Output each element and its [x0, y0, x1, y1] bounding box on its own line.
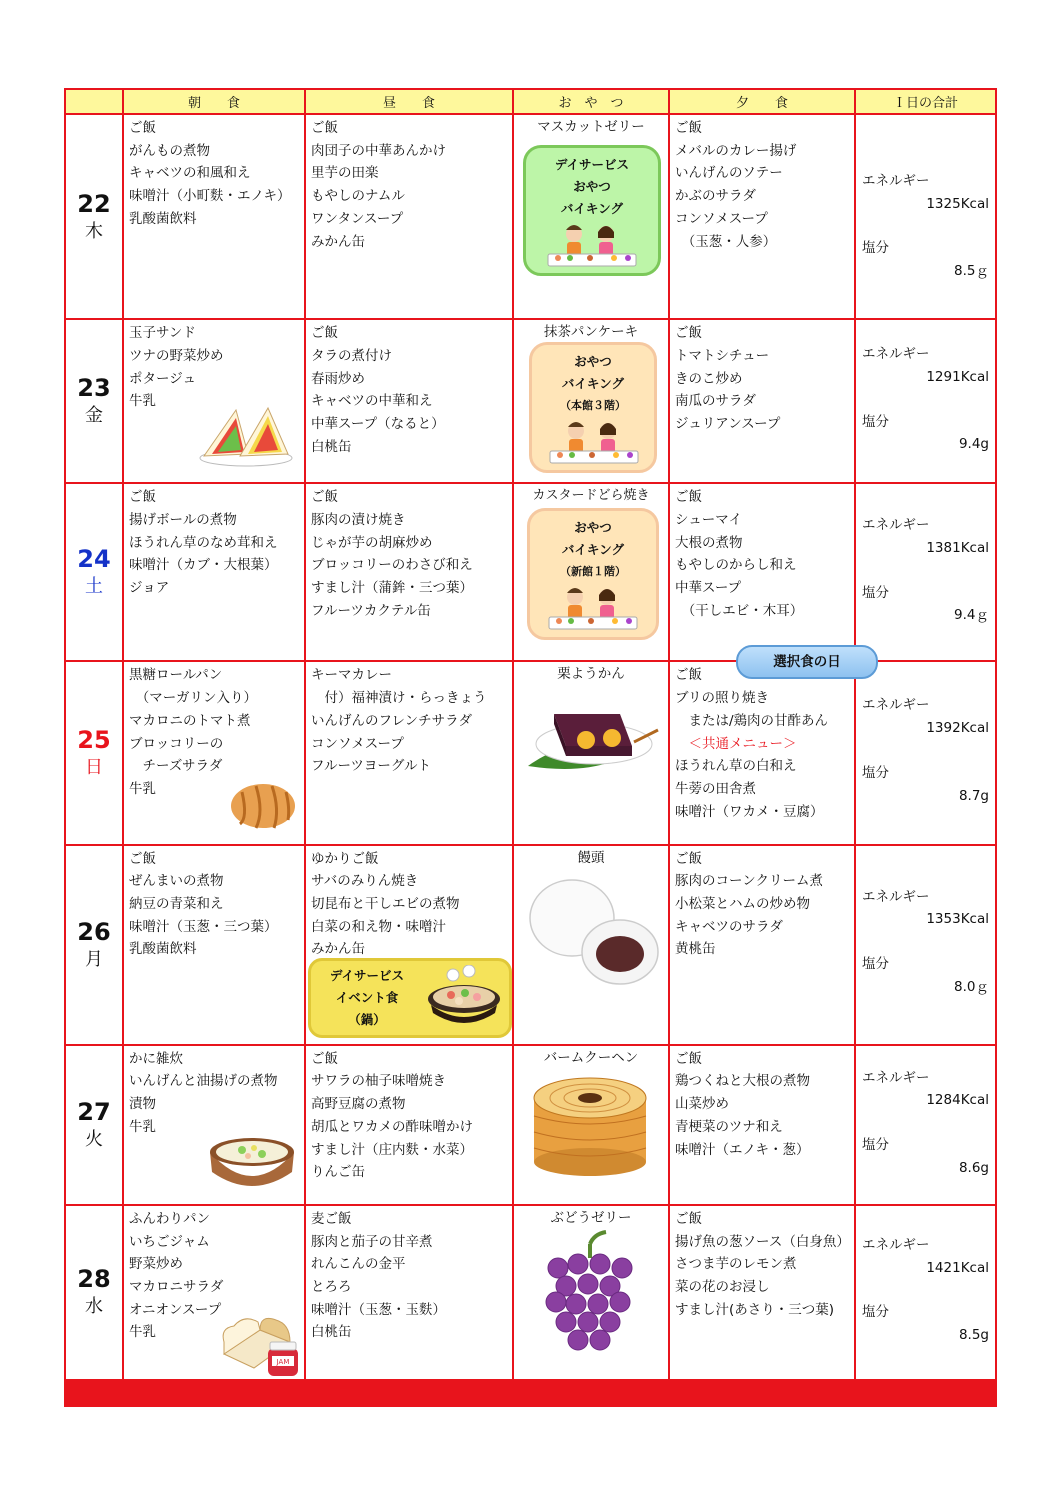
- salt-value: 8.7g: [958, 787, 989, 804]
- day-cell: [65, 845, 123, 1045]
- menu-item: ご飯: [675, 489, 702, 506]
- dinner-cell: [669, 1045, 855, 1205]
- chestnut-yokan-icon: [524, 692, 660, 776]
- menu-item: マカロニサラダ: [129, 1278, 224, 1295]
- menu-item: トマトシチュー: [675, 347, 770, 364]
- day-cell: [65, 661, 123, 844]
- menu-item: （玉葱・人参）: [675, 233, 777, 250]
- salt-label: 塩分: [862, 764, 889, 781]
- menu-item: 揚げボールの煮物: [129, 511, 237, 528]
- menu-item: 乳酸菌飲料: [129, 941, 197, 958]
- salt-value: 9.4g: [958, 436, 989, 453]
- day-of-week: 火: [85, 1128, 103, 1150]
- menu-item: 中華スープ: [675, 580, 742, 597]
- menu-item: 白菜の和え物・味噌汁: [311, 918, 446, 935]
- snack-name: マスカットゼリー: [537, 119, 645, 135]
- menu-item: 肉団子の中華あんかけ: [311, 142, 446, 159]
- menu-item: 春雨炒め: [311, 370, 365, 387]
- badge-line: おやつ: [573, 179, 611, 194]
- menu-item: ジョア: [129, 580, 170, 597]
- salt-value: 8.6g: [958, 1159, 989, 1176]
- menu-item: 味噌汁（ワカメ・豆腐）: [675, 803, 824, 820]
- header-day-corner: [65, 89, 123, 114]
- day-of-week: 水: [85, 1296, 103, 1318]
- menu-item: ジュリアンスープ: [675, 415, 781, 432]
- menu-item: ふんわりパン: [129, 1210, 210, 1227]
- energy-label: エネルギー: [862, 888, 930, 905]
- menu-item: 黒糖ロールパン: [129, 667, 223, 684]
- breakfast-cell: [123, 114, 305, 319]
- snack-buffet-badge: [527, 508, 659, 640]
- daily-total-cell: [855, 483, 996, 661]
- day-cell: [65, 1045, 123, 1205]
- salt-label: 塩分: [862, 240, 889, 257]
- menu-item: ご飯: [675, 325, 702, 342]
- special-selection-day-label: 選択食の日: [736, 645, 878, 679]
- menu-item: 乳酸菌飲料: [129, 210, 197, 227]
- day-cell: [65, 319, 123, 483]
- menu-item: ほうれん草の白和え: [675, 758, 797, 775]
- salt-value: 9.4ｇ: [954, 607, 989, 624]
- daily-total-cell: [855, 114, 996, 319]
- snack-name: ぶどうゼリー: [550, 1209, 632, 1226]
- dinner-cell: [669, 319, 855, 483]
- header-snack: お や つ: [513, 89, 669, 114]
- menu-item: ご飯: [675, 1210, 702, 1227]
- energy-value: 1325Kcal: [926, 195, 989, 212]
- menu-item: 高野豆腐の煮物: [311, 1096, 406, 1113]
- menu-item: いんげんのフレンチサラダ: [311, 712, 472, 729]
- day-number: 23: [77, 374, 111, 403]
- menu-item: ご飯: [311, 489, 338, 506]
- menu-item: マカロニのトマト煮: [129, 712, 251, 729]
- menu-item: みかん缶: [311, 941, 365, 958]
- bread-with-jam-icon: [220, 1302, 304, 1378]
- day-of-week: 土: [85, 576, 103, 598]
- salt-value: 8.5ｇ: [954, 263, 989, 280]
- menu-item: ぜんまいの煮物: [129, 873, 224, 890]
- header-lunch: 昼 食: [305, 89, 513, 114]
- menu-item: ご飯: [311, 325, 338, 342]
- day-row: [65, 319, 996, 483]
- menu-item: 鶏つくねと大根の煮物: [675, 1073, 810, 1090]
- lunch-cell: [305, 483, 513, 661]
- menu-item: 胡瓜とワカメの酢味噌かけ: [311, 1118, 473, 1135]
- day-of-week: 日: [85, 756, 103, 778]
- sandwich-icon: [196, 402, 296, 468]
- menu-item: かに雑炊: [129, 1050, 183, 1067]
- energy-value: 1381Kcal: [926, 539, 989, 556]
- dinner-cell: [669, 114, 855, 319]
- daily-total-cell: [855, 1205, 996, 1380]
- day-number: 28: [77, 1265, 111, 1294]
- menu-item: 黄桃缶: [675, 941, 716, 958]
- menu-item: （マーガリン入り）: [129, 690, 257, 707]
- buffet-people-icon: [546, 417, 642, 467]
- snack-cell: [513, 661, 669, 844]
- menu-item: 切昆布と干しエビの煮物: [311, 895, 460, 912]
- lunch-cell: [305, 845, 513, 1045]
- menu-item: または/鶏肉の甘酢あん: [675, 712, 829, 729]
- daily-total-cell: [855, 845, 996, 1045]
- snack-cell: [513, 1205, 669, 1380]
- rice-porridge-bowl-icon: [204, 1130, 300, 1192]
- header-row: [65, 89, 996, 114]
- day-row: [65, 114, 996, 319]
- salt-value: 8.5g: [958, 1326, 989, 1343]
- badge-text: [317, 965, 417, 1031]
- menu-item: ご飯: [311, 120, 338, 136]
- menu-item: ワンタンスープ: [311, 210, 404, 227]
- grape-icon: [544, 1230, 638, 1354]
- menu-item: ご飯: [675, 667, 702, 684]
- menu-item: さつま芋のレモン煮: [675, 1256, 797, 1273]
- menu-item: 豚肉のコーンクリーム煮: [675, 873, 823, 890]
- menu-item: もやしのからし和え: [675, 557, 797, 574]
- menu-item: ご飯: [675, 120, 702, 136]
- menu-item: 玉子サンド: [129, 325, 196, 342]
- menu-item: 牛乳: [129, 1324, 156, 1341]
- menu-item: がんもの煮物: [129, 142, 210, 159]
- header-breakfast: 朝 食: [123, 89, 305, 114]
- day-cell: [65, 114, 123, 319]
- buffet-people-icon: [544, 220, 640, 270]
- menu-item: ブロッコリーの: [129, 735, 224, 752]
- lunch-cell: [305, 319, 513, 483]
- menu-item: 味噌汁（カブ・大根葉）: [129, 557, 278, 574]
- menu-item: コンソメスープ: [675, 210, 768, 227]
- salt-label: 塩分: [862, 955, 889, 972]
- menu-item: 中華スープ（なると）: [311, 415, 445, 432]
- energy-label: エネルギー: [862, 346, 930, 363]
- daily-total-cell: [855, 1045, 996, 1205]
- buffet-people-icon: [545, 583, 641, 633]
- menu-item: キャベツの中華和え: [311, 393, 433, 410]
- day-number: 24: [77, 545, 111, 574]
- menu-item: サバのみりん焼き: [311, 873, 419, 890]
- salt-label: 塩分: [862, 413, 889, 430]
- energy-value: 1421Kcal: [926, 1259, 989, 1276]
- snack-cell: [513, 483, 669, 661]
- energy-value: 1284Kcal: [926, 1092, 989, 1109]
- menu-item: いちごジャム: [129, 1233, 210, 1250]
- snack-cell: [513, 114, 669, 319]
- snack-name: カスタードどら焼き: [532, 488, 650, 504]
- menu-item: 付）福神漬け・らっきょう: [311, 690, 487, 707]
- menu-item: みかん缶: [311, 233, 365, 250]
- roll-bread-icon: [228, 772, 298, 832]
- dinner-cell: [669, 661, 855, 844]
- energy-value: 1291Kcal: [926, 368, 989, 385]
- breakfast-cell: [123, 319, 305, 483]
- energy-label: エネルギー: [862, 517, 930, 534]
- menu-item: 小松菜とハムの炒め物: [675, 895, 810, 912]
- day-row: [65, 1205, 996, 1380]
- lunch-cell: [305, 661, 513, 844]
- menu-item: 野菜炒め: [129, 1256, 183, 1273]
- day-row: [65, 661, 996, 844]
- menu-item: 白桃缶: [311, 1324, 352, 1341]
- lunch-cell: [305, 1205, 513, 1380]
- menu-item: サワラの柚子味噌焼き: [311, 1073, 446, 1090]
- menu-item: 納豆の青菜和え: [129, 895, 224, 912]
- breakfast-cell: [123, 661, 305, 844]
- menu-item: キャベツの和風和え: [129, 165, 251, 182]
- snack-name: 栗ようかん: [557, 666, 625, 683]
- menu-item: フルーツヨーグルト: [311, 758, 432, 775]
- menu-item: 白桃缶: [311, 438, 352, 455]
- menu-item: りんご缶: [311, 1164, 365, 1181]
- menu-item: ご飯: [129, 120, 156, 136]
- menu-item: コンソメスープ: [311, 735, 404, 752]
- menu-item: ご飯: [311, 1050, 338, 1067]
- day-cell: [65, 483, 123, 661]
- energy-value: 1353Kcal: [926, 911, 989, 928]
- menu-item: キャベツのサラダ: [675, 918, 783, 935]
- menu-item: ブロッコリーのわさび和え: [311, 557, 473, 574]
- snack-cell: [513, 1045, 669, 1205]
- menu-item: タラの煮付け: [311, 347, 392, 364]
- energy-label: エネルギー: [862, 1069, 930, 1086]
- common-menu-note: ＜共通メニュー＞: [675, 735, 797, 752]
- menu-item: 南瓜のサラダ: [675, 393, 756, 410]
- menu-item: ご飯: [675, 850, 702, 867]
- dinner-cell: [669, 1205, 855, 1380]
- day-number: 27: [77, 1097, 111, 1126]
- energy-label: エネルギー: [862, 1236, 930, 1253]
- menu-item: 豚肉の漬け焼き: [311, 511, 406, 528]
- weekly-menu-table: [64, 88, 997, 1407]
- menu-item: 牛蒡の田舎煮: [675, 780, 756, 797]
- salt-label: 塩分: [862, 1137, 889, 1154]
- menu-item: キーマカレー: [311, 667, 392, 684]
- menu-item: ほうれん草のなめ茸和え: [129, 534, 278, 551]
- dayservice-event-meal-badge: [308, 958, 512, 1038]
- menu-item: メバルのカレー揚げ: [675, 142, 797, 159]
- badge-line: おやつ: [574, 520, 612, 536]
- badge-line: バイキング: [561, 376, 625, 392]
- menu-item: 菜の花のお浸し: [675, 1278, 770, 1295]
- day-row: [65, 845, 996, 1045]
- menu-item: ご飯: [129, 489, 156, 506]
- baumkuchen-icon: [528, 1072, 652, 1176]
- dinner-cell: [669, 845, 855, 1045]
- day-cell: [65, 1205, 123, 1380]
- menu-item: ご飯: [675, 1050, 702, 1067]
- day-of-week: 木: [85, 220, 103, 242]
- salt-label: 塩分: [862, 584, 889, 601]
- menu-item: ゆかりご飯: [311, 850, 379, 867]
- menu-item: 味噌汁（玉葱・玉麩）: [311, 1301, 446, 1318]
- footer-row: [65, 1380, 996, 1406]
- badge-line: バイキング: [561, 542, 625, 558]
- lunch-cell: [305, 1045, 513, 1205]
- menu-item: 味噌汁（小町麩・エノキ）: [129, 188, 291, 205]
- salt-label: 塩分: [862, 1304, 889, 1321]
- menu-item: フルーツカクテル缶: [311, 602, 431, 619]
- menu-item: 牛乳: [129, 1118, 156, 1135]
- day-number: 26: [77, 917, 111, 946]
- dayservice-snack-buffet-badge: [523, 145, 661, 276]
- breakfast-cell: [123, 845, 305, 1045]
- snack-name: バームクーヘン: [543, 1049, 639, 1066]
- breakfast-cell: [123, 1045, 305, 1205]
- menu-item: 麦ご飯: [311, 1210, 352, 1227]
- badge-line: デイサービス: [554, 157, 630, 172]
- menu-item: 牛乳: [129, 393, 156, 410]
- snack-buffet-badge: [529, 342, 657, 473]
- menu-item: れんこんの金平: [311, 1256, 406, 1273]
- menu-item: 漬物: [129, 1096, 156, 1113]
- energy-label: エネルギー: [862, 173, 930, 189]
- menu-item: 青梗菜のツナ和え: [675, 1118, 783, 1135]
- menu-item: 山菜炒め: [675, 1096, 729, 1113]
- day-number: 22: [77, 189, 111, 218]
- menu-item: かぶのサラダ: [675, 188, 756, 205]
- day-number: 25: [77, 725, 111, 754]
- menu-item: 味噌汁（玉葱・三つ葉）: [129, 918, 278, 935]
- menu-item: きのこ炒め: [675, 370, 743, 387]
- header-daily-total: Ｉ日の合計: [855, 89, 996, 114]
- menu-item: オニオンスープ: [129, 1301, 222, 1318]
- lunch-cell: [305, 114, 513, 319]
- dinner-cell: [669, 483, 855, 661]
- menu-item: ブリの照り焼き: [675, 690, 769, 707]
- snack-name: 抹茶パンケーキ: [543, 324, 639, 341]
- day-row: [65, 1045, 996, 1205]
- salt-value: 8.0ｇ: [954, 978, 989, 995]
- daily-total-cell: [855, 661, 996, 844]
- menu-item: いんげんと油揚げの煮物: [129, 1073, 278, 1090]
- menu-item: 大根の煮物: [675, 534, 743, 551]
- breakfast-cell: [123, 483, 305, 661]
- hot-pot-icon: [425, 965, 503, 1029]
- day-row: [65, 483, 996, 661]
- menu-item: じゃが芋の胡麻炒め: [311, 534, 433, 551]
- breakfast-cell: [123, 1205, 305, 1380]
- badge-line: （新館１階）: [560, 565, 626, 579]
- header-dinner: 夕 食: [669, 89, 855, 114]
- badge-line: バイキング: [560, 201, 624, 216]
- badge-line: デイサービス: [329, 967, 405, 983]
- daily-total-cell: [855, 319, 996, 483]
- menu-item: シューマイ: [675, 511, 742, 528]
- menu-item: （干しエビ・木耳）: [675, 602, 804, 619]
- menu-item: ポタージュ: [129, 370, 196, 387]
- energy-value: 1392Kcal: [926, 720, 989, 737]
- menu-item: もやしのナムル: [311, 188, 405, 205]
- menu-item: ツナの野菜炒め: [129, 347, 224, 364]
- jam-label-text: JAM: [276, 1357, 290, 1366]
- menu-item: 豚肉と茄子の甘辛煮: [311, 1233, 433, 1250]
- menu-item: すまし汁（庄内麩・水菜）: [311, 1141, 473, 1158]
- menu-item: 揚げ魚の葱ソース（白身魚）: [675, 1233, 850, 1250]
- menu-item: とろろ: [311, 1278, 352, 1295]
- footer-bar: [65, 1380, 996, 1406]
- day-of-week: 月: [85, 948, 103, 970]
- menu-item: チーズサラダ: [129, 758, 223, 775]
- badge-line: （本館３階）: [560, 399, 626, 413]
- menu-item: すまし汁(あさり・三つ葉): [675, 1301, 835, 1318]
- menu-item: 里芋の田楽: [311, 165, 379, 182]
- snack-cell: [513, 319, 669, 483]
- menu-item: すまし汁（蒲鉾・三つ葉）: [311, 580, 473, 597]
- menu-item: いんげんのソテー: [675, 165, 783, 182]
- menu-item: 味噌汁（エノキ・葱）: [675, 1141, 810, 1158]
- day-of-week: 金: [85, 405, 103, 427]
- snack-name: 饅頭: [577, 849, 605, 866]
- menu-item: ご飯: [129, 850, 156, 867]
- badge-line: おやつ: [574, 354, 612, 370]
- badge-line: （鍋）: [348, 1011, 386, 1027]
- energy-label: エネルギー: [862, 697, 930, 714]
- badge-line: イベント食: [335, 989, 399, 1005]
- snack-cell: [513, 845, 669, 1045]
- menu-item: 牛乳: [129, 780, 156, 797]
- manju-bun-icon: [526, 874, 660, 988]
